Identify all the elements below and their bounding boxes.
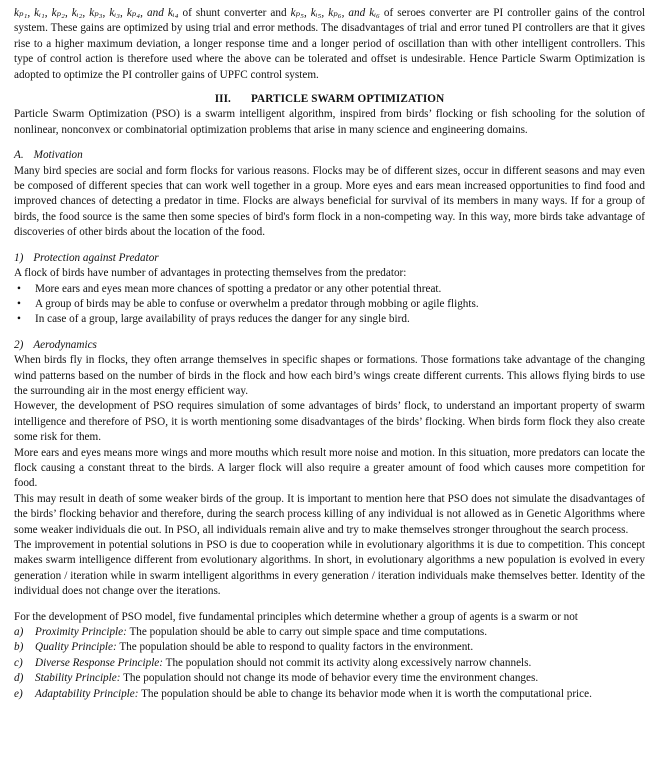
principle-text: The population should be able to carry out simple space and time computations. xyxy=(129,626,488,639)
principle-text: The population should not commit its activity along excessively narrow channels. xyxy=(165,656,532,669)
principle-item xyxy=(14,687,645,702)
protection-intro: A flock of birds have number of advantages in protecting themselves from the predator: xyxy=(14,267,407,280)
principles-list xyxy=(14,625,645,702)
principle-name: Adaptability Principle: xyxy=(35,687,139,700)
ki4-variable: kᵢ₄ xyxy=(167,7,179,19)
principle-text: The population should be able to change its behavior mode when it is worth the computational price. xyxy=(141,687,592,700)
subsection-title: Motivation xyxy=(33,149,83,162)
section-title: PARTICLE SWARM OPTIMIZATION xyxy=(250,93,445,106)
list-marker: d) xyxy=(14,672,24,685)
principle-item xyxy=(14,640,645,655)
subsection-title: Protection against Predator xyxy=(33,251,159,264)
aerodynamics-paragraph: This may result in death of some weaker birds of the group. It is important to mention here that PSO does not simulate the disadvantages of the birds’ flocking behavior and therefore, during the search process killing of any individual is not allowed as in Genetic Algorithms where some weaker individuals die out. In PSO, all individuals remain alive and try to make themselves stronger throughout the search process. xyxy=(14,492,645,536)
list-marker: b) xyxy=(14,641,24,654)
principle-item xyxy=(14,671,645,686)
aerodynamics-paragraph: More ears and eyes means more wings and more mouths which result more noise and motion. In this situation, more predators can locate the flock causing a constant threat to the birds. A larger flock will also require a greater amount of food which causes more competition for food. xyxy=(14,446,645,490)
subsection-label: 1) xyxy=(14,251,24,264)
principle-item xyxy=(14,656,645,671)
intro-paragraph xyxy=(14,6,645,83)
list-marker: e) xyxy=(14,687,23,700)
ki6-variable: kᵢ₆ xyxy=(369,7,380,19)
list-marker: c) xyxy=(14,656,23,669)
motivation-paragraph: Many bird species are social and form flocks for various reasons. Flocks may be of different sizes, occur in different seasons and may even be composed of different species that can work well together in a group. More eyes and ears mean increased opportunities to find food and improved chances of detecting a predator in time. Flocks are always beneficial for survival of its members in many ways. If for a group of birds, the food source is the same then some species of bird's form flock in a non-competing way. In this way, more birds take advantage of discoveries of other birds about the location of the food. xyxy=(14,164,645,239)
aerodynamics-paragraph: When birds fly in flocks, they often arrange themselves in specific shapes or formations. Those formations take advantage of the changing wind patterns based on the number of birds in the flock and how each bird’s wings create different currents. This allows flying birds to use the surrounding air in the most energy efficient way. xyxy=(14,354,645,397)
and-word: and xyxy=(147,7,164,19)
section-heading xyxy=(14,92,645,107)
principle-name: Proximity Principle: xyxy=(35,626,127,639)
list-marker: a) xyxy=(14,626,24,639)
principle-item xyxy=(14,625,645,640)
subsection-label: 2) xyxy=(14,338,24,351)
principles-intro: For the development of PSO model, five fundamental principles which determine whether a group of agents is a swarm or not xyxy=(14,610,578,623)
bullet-item: • More ears and eyes mean more chances of spotting a predator or any other potential threat. xyxy=(14,282,645,297)
protection-bullet-list xyxy=(14,282,645,328)
subsection-title: Aerodynamics xyxy=(33,338,97,351)
intro-text-1: of shunt converter and xyxy=(182,7,287,19)
intro-text-2: of seroes converter are PI controller gains of the control system. These gains are optimized by using trial and error methods. The disadvantages of trial and error tuned PI controllers are that it gives rise to a higher maximum deviation, a longer response time and a longer period of oscillation than with other intelligent controllers. This type of control action is therefore used where the above can be tolerated and offset is undesirable. Hence Particle Swarm Optimization is adopted to optimize the PI controller gains of UPFC control system. xyxy=(14,7,646,81)
principle-name: Stability Principle: xyxy=(35,672,121,685)
subsection-heading-motivation xyxy=(14,148,645,163)
aerodynamics-paragraph: The improvement in potential solutions in PSO is due to cooperation while in evolutionary algorithms it is due to competition. This concept makes swarm intelligence different from evolutionary algorithms. In short, in evolutionary algorithms a new population is evolved in every generation / iteration while in swarm intelligent algorithms in every generation / iteration individuals make themselves better. Identity of the individual does not change over the iterations. xyxy=(14,539,645,598)
subsection-heading-protection xyxy=(14,251,645,266)
subsection-label: A. xyxy=(14,149,24,162)
series-gain-variables: kₚ₅, kᵢ₅, kₚ₆, xyxy=(290,7,345,19)
section-intro: Particle Swarm Optimization (PSO) is a swarm intelligent algorithm, inspired from birds’ flocking or fish schooling for the solution of nonlinear, nonconvex or combinatorial optimization problems that arise in many science and engineering domains. xyxy=(14,108,645,136)
and-word: and xyxy=(348,7,366,19)
principle-name: Quality Principle: xyxy=(35,641,117,654)
principle-text: The population should not change its mode of behavior every time the environment changes. xyxy=(123,672,539,685)
aerodynamics-paragraph: However, the development of PSO requires simulation of some advantages of birds’ flock, to understand an important property of swarm intelligence and therefore of PSO, it is worth mentioning some disadvantages of the birds’ flocking. When birds form flock they also create some risk for them. xyxy=(14,400,645,444)
paragraph-gap xyxy=(14,600,645,610)
bullet-item: • In case of a group, large availability of prays reduces the danger for any single bird. xyxy=(14,312,645,327)
principle-name: Diverse Response Principle: xyxy=(35,656,163,669)
section-number: III. xyxy=(214,93,231,106)
subsection-heading-aerodynamics xyxy=(14,338,645,353)
bullet-item: • A group of birds may be able to confuse or overwhelm a predator through mobbing or agile flights. xyxy=(14,297,645,312)
principle-text: The population should be able to respond to quality factors in the environment. xyxy=(119,641,474,654)
shunt-gain-variables: kₚ₁, kᵢ₁, kₚ₂, kᵢ₂, kₚ₃, kᵢ₃, kₚ₄, xyxy=(14,7,143,19)
